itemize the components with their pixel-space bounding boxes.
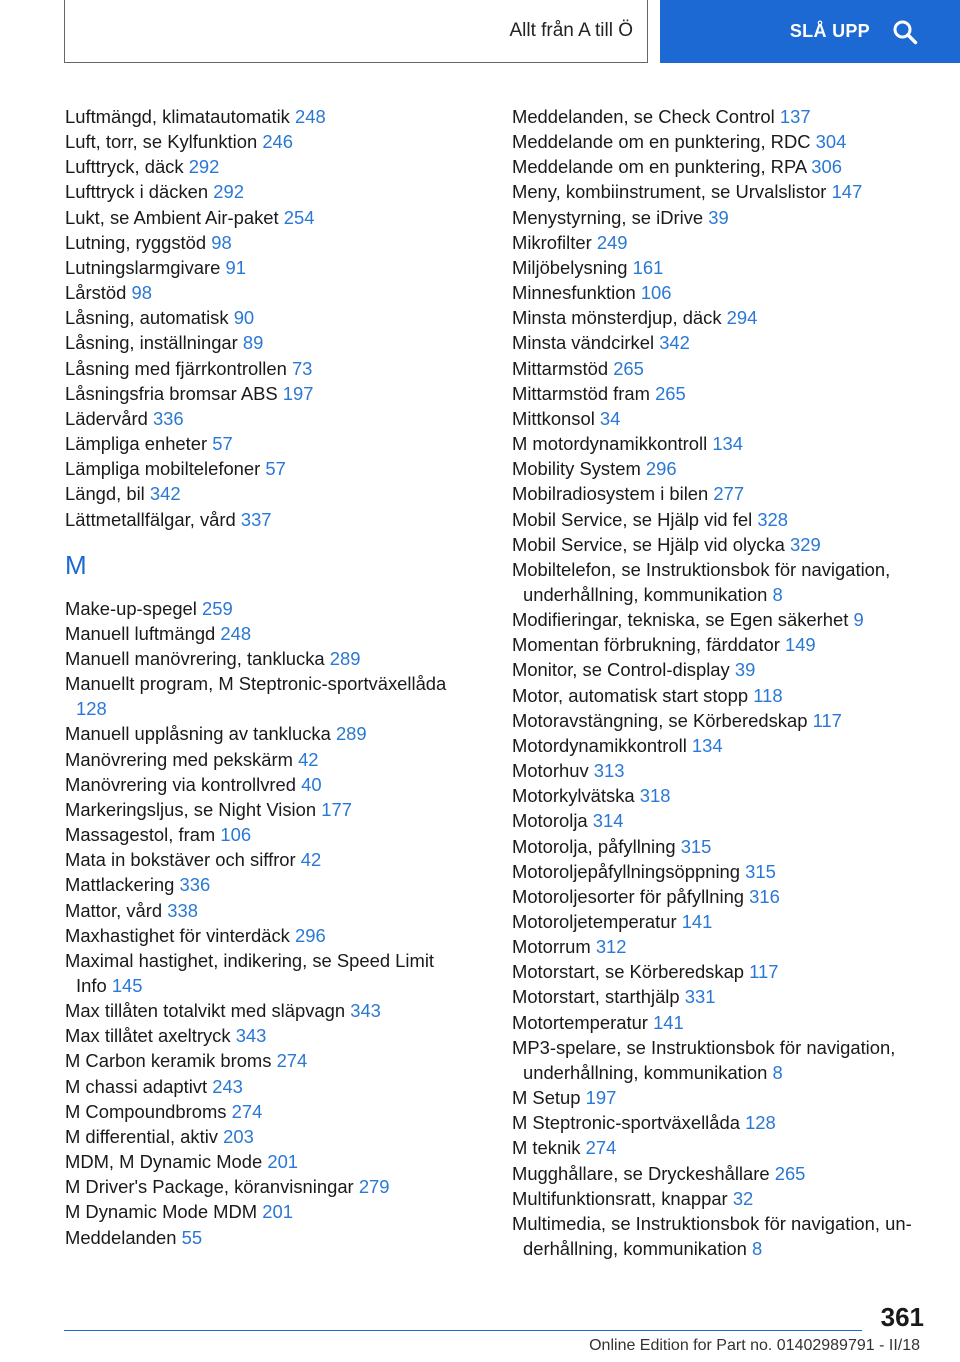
page-reference-link[interactable]: 118 <box>753 684 783 706</box>
index-entry-text: Mittarmstöd fram <box>512 382 650 404</box>
index-entry <box>65 1199 460 1224</box>
page-reference-link[interactable]: 289 <box>329 647 361 669</box>
page-reference-link[interactable]: 338 <box>167 899 198 921</box>
page-reference-link[interactable]: 277 <box>713 483 745 505</box>
index-entry-text: Maxhastighet för vinterdäck <box>65 924 290 946</box>
page-reference-link[interactable]: 248 <box>295 106 326 127</box>
index-entry <box>512 808 932 833</box>
index-entry <box>512 934 932 959</box>
index-entry <box>65 154 460 179</box>
index-entry-text: Lårstöd <box>65 282 127 304</box>
page-reference-link[interactable]: 315 <box>745 860 776 882</box>
page-reference-link[interactable]: 294 <box>726 307 758 329</box>
index-tab-label: Allt från A till Ö <box>509 20 633 41</box>
page-reference-link[interactable]: 314 <box>592 810 624 832</box>
page-reference-link[interactable]: 90 <box>233 307 255 329</box>
page-reference-link[interactable]: 8 <box>772 583 783 605</box>
index-entry-text: Låsningsfria bromsar ABS <box>65 382 278 404</box>
index-entry <box>65 948 460 998</box>
index-entry-text: Mobil Service, se Hjälp vid fel <box>512 508 753 530</box>
index-entry <box>65 381 460 406</box>
page-reference-link[interactable]: 147 <box>831 181 863 203</box>
index-entry-text: Meny, kombiinstrument, se Urvalslistor <box>512 181 827 203</box>
index-entry-text: Motorhuv <box>512 760 589 782</box>
index-entry-text: Mikrofilter <box>512 231 592 253</box>
footer-edition-text: Online Edition for Part no. 01402989791 - II/18 <box>589 1337 920 1354</box>
page-reference-link[interactable]: 106 <box>220 824 252 846</box>
index-entry <box>65 356 460 381</box>
index-entry-text: Multimedia, se Instruktionsbok för navigation, underhållning, kommunikation <box>512 1212 912 1260</box>
index-entry <box>512 330 932 355</box>
index-column-left <box>65 104 460 1250</box>
index-entry-text: M chassi adaptivt <box>65 1075 208 1097</box>
page-reference-link[interactable]: 274 <box>231 1100 263 1122</box>
page-reference-link[interactable]: 274 <box>276 1050 308 1072</box>
index-entry <box>512 1135 932 1160</box>
index-entry <box>512 104 932 129</box>
index-entry-text: Miljöbelysning <box>512 256 628 278</box>
index-entry <box>512 1035 932 1085</box>
index-entry-text: Manövrering med pekskärm <box>65 748 293 770</box>
index-entry-text: Mittarmstöd <box>512 357 609 379</box>
page-reference-link[interactable]: 8 <box>752 1238 763 1260</box>
index-entry-text: Massagestol, fram <box>65 824 216 846</box>
top-navigation-bar <box>0 0 960 66</box>
index-entry <box>512 1161 932 1186</box>
index-entry <box>512 783 932 808</box>
index-entry-text: Menystyrning, se iDrive <box>512 206 704 228</box>
page-reference-link[interactable]: 8 <box>772 1061 783 1083</box>
index-entry-text: Manövrering via kontrollvred <box>65 773 297 795</box>
index-entry <box>512 456 932 481</box>
index-entry <box>65 822 460 847</box>
index-entry-text: Minsta mönsterdjup, däck <box>512 307 722 329</box>
index-entry-text: Motorolja, påfyllning <box>512 835 676 857</box>
index-entry <box>512 481 932 506</box>
page-reference-link[interactable]: 337 <box>240 508 272 530</box>
index-entry <box>512 305 932 330</box>
page-reference-link[interactable]: 249 <box>596 231 628 253</box>
index-entry <box>512 984 932 1009</box>
page-reference-link[interactable]: 145 <box>111 975 143 996</box>
index-entry-text: Motoroljetemperatur <box>512 911 677 932</box>
page-reference-link[interactable]: 328 <box>757 508 789 530</box>
index-entry-text: Manuellt program, M Steptronic-sportväxellåda <box>65 673 447 695</box>
page-reference-link[interactable]: 304 <box>815 131 847 153</box>
index-entry-text: Meddelande om en punktering, RDC <box>512 131 811 153</box>
index-entry <box>65 280 460 305</box>
index-entry <box>65 671 460 721</box>
index-entry <box>512 607 932 632</box>
index-entry <box>512 1186 932 1211</box>
page-reference-link[interactable]: 292 <box>188 156 220 178</box>
page-reference-link[interactable]: 117 <box>749 961 779 983</box>
page-reference-link[interactable]: 55 <box>181 1226 203 1248</box>
index-entry-text: Motorrum <box>512 936 591 958</box>
index-entry-text: Mugghållare, se Dryckeshållare <box>512 1162 770 1184</box>
index-entry-text: Lukt, se Ambient Air-paket <box>65 206 279 228</box>
page-reference-link[interactable]: 161 <box>632 256 664 278</box>
index-entry-text: Lämpliga mobiltelefoner <box>65 458 261 480</box>
index-entry <box>65 923 460 948</box>
index-entry <box>65 596 460 621</box>
page-reference-link[interactable]: 34 <box>599 407 621 429</box>
index-entry <box>512 1110 932 1135</box>
index-entry-text: Markeringsljus, se Night Vision <box>65 798 317 820</box>
index-entry-text: Lättmetallfälgar, vård <box>65 508 236 530</box>
section-heading: M <box>65 549 87 580</box>
page-reference-link[interactable]: 201 <box>267 1151 299 1173</box>
page-reference-link[interactable]: 315 <box>680 835 712 857</box>
page-reference-link[interactable]: 98 <box>211 231 232 253</box>
index-entry <box>65 1149 460 1174</box>
index-entry <box>65 898 460 923</box>
index-entry-text: M motordynamikkontroll <box>512 433 708 455</box>
index-entry-text: Motorolja <box>512 810 588 832</box>
page-reference-link[interactable]: 265 <box>613 357 644 379</box>
page-reference-link[interactable]: 73 <box>291 357 313 379</box>
page-reference-link[interactable]: 316 <box>749 885 780 907</box>
index-entry <box>512 909 932 934</box>
index-entry <box>65 305 460 330</box>
index-entry-text: Monitor, se Control-display <box>512 659 730 681</box>
index-entry <box>512 532 932 557</box>
page-reference-link[interactable]: 331 <box>684 986 716 1008</box>
index-entry <box>65 646 460 671</box>
index-entry <box>65 330 460 355</box>
index-entry-text: Luft, torr, se Kylfunktion <box>65 131 258 153</box>
index-entry <box>512 507 932 532</box>
index-entry <box>65 406 460 431</box>
index-entry <box>65 1023 460 1048</box>
search-button[interactable] <box>660 0 960 63</box>
index-entry <box>65 1074 460 1099</box>
page-reference-link[interactable]: 39 <box>734 659 756 681</box>
index-entry-text: M teknik <box>512 1137 581 1159</box>
page-number: 361 <box>880 1302 924 1332</box>
index-entry <box>65 872 460 897</box>
index-entry <box>512 733 932 758</box>
index-entry <box>65 456 460 481</box>
page-reference-link[interactable]: 201 <box>262 1201 293 1223</box>
page-reference-link[interactable]: 313 <box>593 760 625 782</box>
index-entry <box>512 1085 932 1110</box>
index-entry <box>65 998 460 1023</box>
index-entry-text: M Driver's Package, köranvisningar <box>65 1176 354 1198</box>
index-entry <box>65 255 460 280</box>
page-reference-link[interactable]: 197 <box>282 382 314 404</box>
index-entry <box>65 481 460 506</box>
index-entry-text: Mattor, vård <box>65 899 163 921</box>
page-reference-link[interactable]: 134 <box>712 433 744 455</box>
page-reference-link[interactable]: 149 <box>784 634 816 656</box>
index-entry <box>512 381 932 406</box>
index-entry <box>512 356 932 381</box>
index-entry <box>512 708 932 733</box>
page-reference-link[interactable]: 312 <box>595 936 627 958</box>
index-entry-text: Mobilradiosystem i bilen <box>512 483 709 505</box>
index-entry <box>512 1211 932 1261</box>
page-reference-link[interactable]: 289 <box>335 723 367 745</box>
index-entry-text: Låsning, inställningar <box>65 332 238 354</box>
index-entry-text: Mittkonsol <box>512 407 595 429</box>
page-reference-link[interactable]: 42 <box>300 849 322 871</box>
page-reference-link[interactable]: 128 <box>76 698 107 720</box>
index-entry-text: Motoroljesorter för påfyllning <box>512 885 745 907</box>
index-entry <box>512 280 932 305</box>
index-entry-text: Minsta vändcirkel <box>512 332 655 354</box>
index-entry <box>512 834 932 859</box>
index-entry <box>512 859 932 884</box>
index-entry <box>512 154 932 179</box>
index-entry-text: M Steptronic-sportväxellåda <box>512 1112 740 1134</box>
index-entry-text: MP3-spelare, se Instruktionsbok för navigation, underhållning, kommunikation <box>512 1036 896 1083</box>
footer-divider <box>64 1330 862 1331</box>
index-entry-text: Motoravstängning, se Körberedskap <box>512 709 808 731</box>
index-entry-text: Motorstart, se Körberedskap <box>512 961 745 983</box>
page-reference-link[interactable]: 265 <box>774 1162 806 1184</box>
index-entry-text: Lufttryck, däck <box>65 156 184 178</box>
index-entry <box>65 1048 460 1073</box>
index-entry-text: Maximal hastighet, indikering, se Speed Limit Info <box>65 949 435 996</box>
page-reference-link[interactable]: 134 <box>691 734 723 756</box>
index-entry-text: Mobility System <box>512 458 641 480</box>
page-reference-link[interactable]: 279 <box>358 1176 390 1198</box>
page-reference-link[interactable]: 57 <box>212 433 233 455</box>
index-entry-text: Max tillåten totalvikt med släpvagn <box>65 1000 346 1022</box>
page-reference-link[interactable]: 98 <box>131 282 152 304</box>
page-reference-link[interactable]: 318 <box>639 785 671 807</box>
index-entry-text: M Setup <box>512 1087 581 1109</box>
index-entry <box>512 431 932 456</box>
page-reference-link[interactable]: 248 <box>220 622 252 644</box>
page-reference-link[interactable]: 343 <box>235 1025 267 1047</box>
index-entry-text: Lädervård <box>65 407 148 429</box>
index-column-right <box>512 104 932 1261</box>
index-entry <box>65 179 460 204</box>
page-reference-link[interactable]: 292 <box>213 181 244 203</box>
index-entry-text: Motordynamikkontroll <box>512 734 687 756</box>
page-reference-link[interactable]: 243 <box>212 1075 243 1097</box>
index-entry <box>512 683 932 708</box>
index-entry <box>65 1099 460 1124</box>
index-entry <box>512 1010 932 1035</box>
page-reference-link[interactable]: 246 <box>262 131 293 153</box>
index-entry-text: Låsning med fjärrkontrollen <box>65 357 287 379</box>
index-entry <box>512 557 932 607</box>
page-reference-link[interactable]: 296 <box>645 458 677 480</box>
page-reference-link[interactable]: 128 <box>745 1112 776 1134</box>
page-reference-link[interactable]: 137 <box>779 106 811 127</box>
page-reference-link[interactable]: 117 <box>812 709 842 731</box>
index-entry-text: Manuell luftmängd <box>65 622 216 644</box>
search-button-label: SLÅ UPP <box>789 21 870 41</box>
page-reference-link[interactable]: 42 <box>298 748 319 770</box>
index-entry-text: M Dynamic Mode MDM <box>65 1201 258 1223</box>
index-entry <box>65 797 460 822</box>
index-entry <box>65 772 460 797</box>
index-entry <box>65 205 460 230</box>
index-entry-text: Minnesfunktion <box>512 282 636 304</box>
index-entry <box>512 657 932 682</box>
index-entry-text: Längd, bil <box>65 483 145 505</box>
index-entry <box>512 406 932 431</box>
index-entry <box>512 255 932 280</box>
page-reference-link[interactable]: 9 <box>853 609 864 631</box>
page-reference-link[interactable]: 343 <box>350 1000 381 1022</box>
index-entry-text: Lämpliga enheter <box>65 433 208 455</box>
page-reference-link[interactable]: 296 <box>295 924 326 946</box>
index-entry <box>65 1174 460 1199</box>
page-reference-link[interactable]: 89 <box>242 332 264 354</box>
index-entry <box>65 104 460 129</box>
page-reference-link[interactable]: 329 <box>790 533 821 555</box>
index-entry-text: Mata in bokstäver och siffror <box>65 849 296 871</box>
index-entry <box>512 230 932 255</box>
page-reference-link[interactable]: 91 <box>225 256 246 278</box>
index-entry <box>65 507 460 532</box>
index-entry <box>512 179 932 204</box>
index-entry-text: Motorkylvätska <box>512 785 635 807</box>
index-entry-text: Låsning, automatisk <box>65 307 229 329</box>
index-entry-text: Motor, automatisk start stopp <box>512 684 749 706</box>
page-reference-link[interactable]: 254 <box>283 206 315 228</box>
page-reference-link[interactable]: 203 <box>223 1125 254 1147</box>
page-reference-link[interactable]: 106 <box>640 282 672 304</box>
page-reference-link[interactable]: 177 <box>321 798 352 820</box>
page-reference-link[interactable]: 274 <box>585 1137 617 1159</box>
index-entry <box>65 1124 460 1149</box>
page-reference-link[interactable]: 32 <box>732 1187 754 1209</box>
index-entry <box>65 721 460 746</box>
page-reference-link[interactable]: 259 <box>202 597 233 619</box>
index-entry-text: Mattlackering <box>65 874 175 896</box>
index-entry-text: MDM, M Dynamic Mode <box>65 1151 263 1173</box>
index-entry-text: Manuell manövrering, tanklucka <box>65 647 325 669</box>
index-entry-text: Lufttryck i däcken <box>65 181 209 203</box>
index-entry-text: Mobiltelefon, se Instruktionsbok för navigation, underhållning, kommunikation <box>512 558 891 605</box>
index-entry-text: Motorstart, starthjälp <box>512 986 680 1008</box>
page-reference-link[interactable]: 141 <box>653 1011 684 1033</box>
index-entry-text: Motortemperatur <box>512 1011 648 1033</box>
page-reference-link[interactable]: 306 <box>811 156 842 178</box>
index-entry-text: Manuell upplåsning av tanklucka <box>65 723 331 745</box>
index-entry <box>512 632 932 657</box>
index-entry-text: Mobil Service, se Hjälp vid olycka <box>512 533 785 555</box>
index-entry-text: Luftmängd, klimatautomatik <box>65 106 290 127</box>
index-entry-text: Max tillåtet axeltryck <box>65 1025 231 1047</box>
index-entry-text: Momentan förbrukning, färddator <box>512 634 780 656</box>
page-reference-link[interactable]: 336 <box>152 407 184 429</box>
index-entry <box>65 621 460 646</box>
index-entry <box>65 1225 460 1250</box>
page-reference-link[interactable]: 336 <box>179 874 211 896</box>
index-entry <box>512 129 932 154</box>
index-entry-text: M differential, aktiv <box>65 1125 218 1147</box>
index-entry-text: Meddelanden, se Check Control <box>512 106 775 127</box>
index-entry <box>65 230 460 255</box>
index-entry-text: Make-up-spegel <box>65 597 197 619</box>
index-entry <box>65 431 460 456</box>
index-entry-text: Modifieringar, tekniska, se Egen säkerhet <box>512 609 849 631</box>
index-entry <box>65 847 460 872</box>
index-entry-text: M Compoundbroms <box>65 1100 227 1122</box>
index-entry <box>512 884 932 909</box>
index-entry <box>512 205 932 230</box>
magnifier-icon <box>892 19 918 45</box>
page-reference-link[interactable]: 39 <box>708 206 729 228</box>
index-entry-text: Meddelande om en punktering, RPA <box>512 156 807 178</box>
page-reference-link[interactable]: 265 <box>655 382 686 404</box>
index-tab[interactable] <box>64 0 648 63</box>
index-entry <box>65 747 460 772</box>
page-reference-link[interactable]: 342 <box>149 483 181 505</box>
page-reference-link[interactable]: 141 <box>681 911 713 932</box>
index-entry-text: Lutningslarmgivare <box>65 256 221 278</box>
index-entry-text: Motoroljepåfyllningsöppning <box>512 860 740 882</box>
index-entry-text: Lutning, ryggstöd <box>65 231 207 253</box>
index-entry <box>512 959 932 984</box>
index-entry-text: Multifunktionsratt, knappar <box>512 1187 728 1209</box>
page-reference-link[interactable]: 57 <box>265 458 286 480</box>
index-entry <box>512 758 932 783</box>
page-reference-link[interactable]: 40 <box>301 773 322 795</box>
index-entry <box>65 129 460 154</box>
page-reference-link[interactable]: 342 <box>659 332 690 354</box>
index-entry-text: M Carbon keramik broms <box>65 1050 272 1072</box>
index-entry-text: Meddelanden <box>65 1226 177 1248</box>
page-reference-link[interactable]: 197 <box>585 1087 617 1109</box>
